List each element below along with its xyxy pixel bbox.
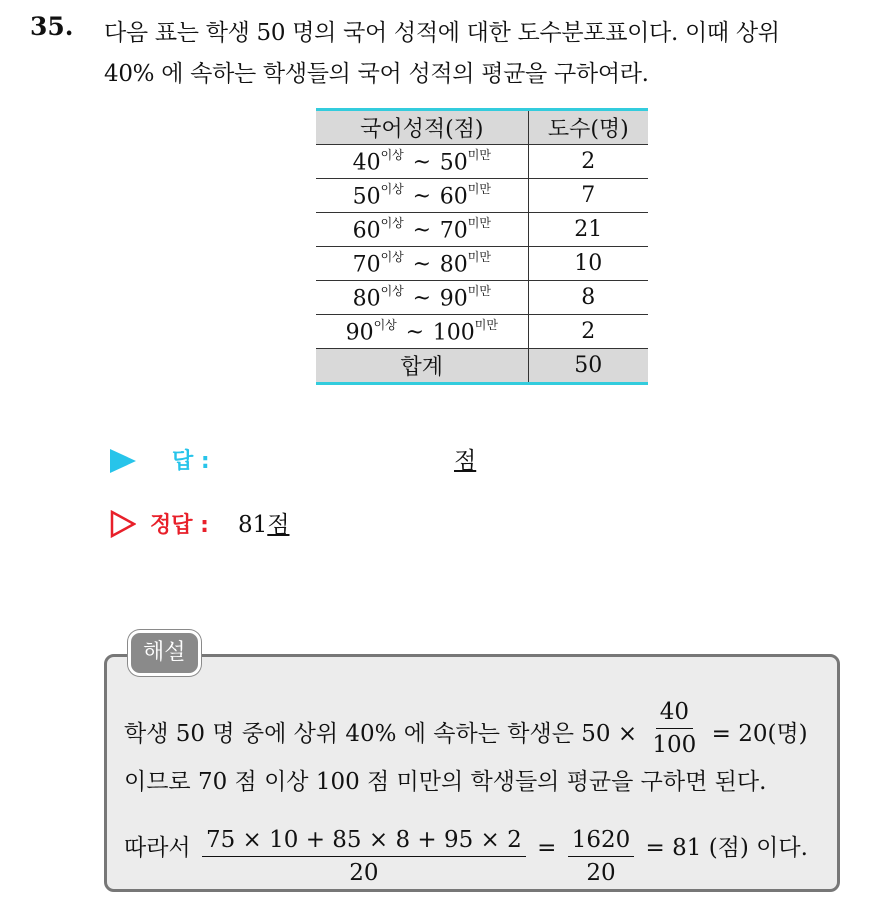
explanation-line-2: 이므로 70 점 이상 100 점 미만의 학생들의 평균을 구하면 된다. (124, 769, 767, 795)
frequency-count: 21 (528, 213, 648, 247)
fraction: $\frac{40}{100}$ (652, 699, 697, 759)
header-score: 국어성적(점) (316, 110, 528, 145)
score-range: $80^{이상}$ ~ $90^{미만}$ (316, 281, 528, 315)
table-row (316, 247, 648, 281)
score-range: $60^{이상}$ ~ $70^{미만}$ (316, 213, 528, 247)
frequency-table (316, 108, 648, 385)
frequency-count: 10 (528, 247, 648, 281)
fraction: $\frac{75 \times 10 + 85 \times 8 + 95 \times 2}{20}$ (202, 827, 526, 887)
score-range: $40^{이상}$ ~ $50^{미만}$ (316, 145, 528, 179)
solution-label: 정답 : (150, 513, 209, 538)
filled-triangle-icon (110, 449, 136, 473)
explanation-tag: 해설 (128, 630, 201, 676)
header-count: 도수(명) (528, 110, 648, 145)
frequency-count: 8 (528, 281, 648, 315)
total-label: 합계 (316, 349, 528, 384)
table-row (316, 213, 648, 247)
explanation-line-3: 따라서 $\frac{75 \times 10 + 85 \times 8 + 95 \times 2}{20}$ = $\frac{1620}{20}$ = 81 (점) 이다. (124, 827, 808, 887)
frequency-count: 7 (528, 179, 648, 213)
frequency-count: 2 (528, 145, 648, 179)
table-row (316, 315, 648, 349)
answer-unit: 점 (454, 448, 477, 474)
table-row (316, 281, 648, 315)
fraction: $\frac{1620}{20}$ (568, 827, 635, 887)
score-range: $90^{이상}$ ~ $100^{미만}$ (316, 315, 528, 349)
outline-triangle-icon (110, 510, 136, 538)
table-total-row (316, 349, 648, 384)
question-number: 35. (30, 12, 74, 41)
score-range: $70^{이상}$ ~ $80^{미만}$ (316, 247, 528, 281)
explanation-line-1: 학생 50 명 중에 상위 40% 에 속하는 학생은 50 × $\frac{40}{100}$ = 20(명) (124, 699, 808, 759)
frequency-count: 2 (528, 315, 648, 349)
table-header-row (316, 110, 648, 145)
table-row (316, 179, 648, 213)
solution-value: 81점 (238, 512, 290, 538)
score-range: $50^{이상}$ ~ $60^{미만}$ (316, 179, 528, 213)
question-text-line-1: 다음 표는 학생 50 명의 국어 성적에 대한 도수분포표이다. 이때 상위 (104, 20, 780, 46)
total-value: 50 (528, 349, 648, 384)
answer-label: 답 : (172, 449, 210, 474)
table-row (316, 145, 648, 179)
question-text-line-2: 40% 에 속하는 학생들의 국어 성적의 평균을 구하여라. (104, 61, 649, 87)
